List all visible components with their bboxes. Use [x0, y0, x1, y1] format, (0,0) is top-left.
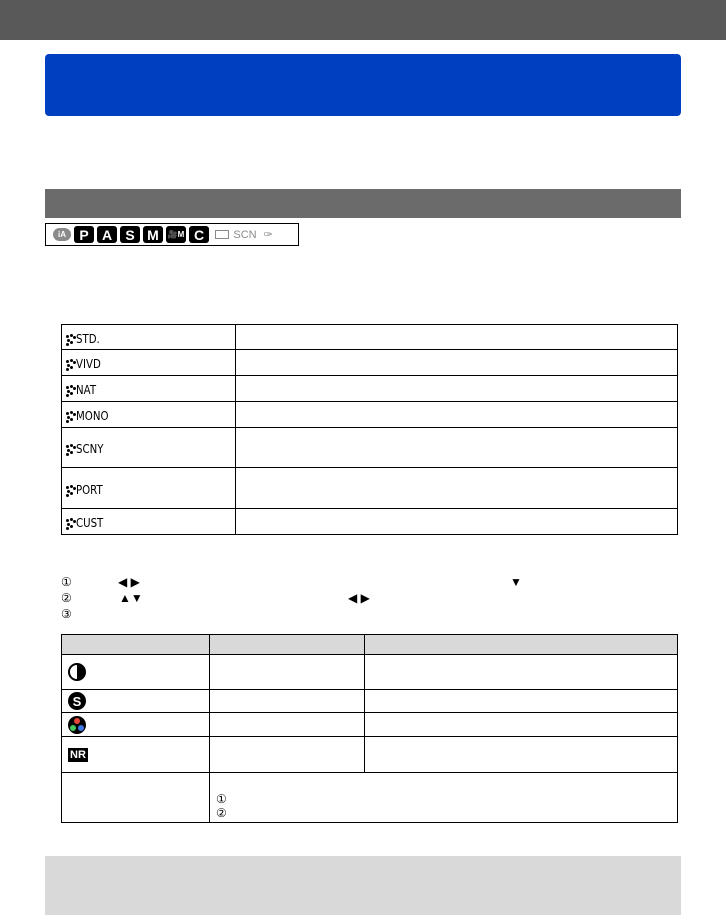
table-row [62, 402, 678, 428]
photo-style-table [61, 324, 678, 535]
title-banner [45, 54, 681, 116]
table-row [62, 468, 678, 509]
sparkle-icon [66, 359, 76, 371]
table-header-row [62, 635, 678, 655]
table-row [62, 509, 678, 535]
photo-style-portrait-icon: PORT [66, 477, 107, 497]
up-down-arrows-icon: ▲▼ [119, 591, 143, 605]
table-row [62, 325, 678, 350]
table-row [62, 737, 678, 773]
aperture-priority-mode-icon: A [97, 226, 117, 243]
panorama-mode-icon [215, 230, 229, 239]
contrast-icon [68, 663, 86, 681]
intelligent-auto-mode-icon: iA [53, 228, 71, 241]
note-box [45, 856, 681, 915]
left-right-arrows-icon: ◀ ▶ [348, 591, 370, 605]
creative-video-mode-icon: 🎥M [166, 226, 186, 243]
sparkle-icon [66, 334, 76, 346]
saturation-icon: S [68, 692, 86, 710]
noise-reduction-icon: NR [70, 748, 86, 761]
table-row [62, 713, 678, 737]
top-bar [0, 0, 726, 40]
table-row [62, 350, 678, 376]
table-row [62, 690, 678, 713]
table-row [62, 428, 678, 468]
left-right-arrows-icon: ◀ ▶ [118, 575, 140, 589]
color-tone-icon [68, 716, 86, 734]
manual-mode-icon: M [143, 226, 163, 243]
section-heading-bar [45, 189, 681, 218]
picture-adjustment-table [61, 634, 678, 823]
recording-mode-strip [45, 223, 299, 246]
photo-style-monochrome-icon: MONO [66, 403, 114, 423]
photo-style-natural-icon: NAT [66, 377, 100, 397]
table-row [62, 376, 678, 402]
table-row [62, 655, 678, 690]
photo-style-vivid-icon: VIVD [66, 351, 105, 371]
photo-style-scenery-icon: SCNY [66, 436, 108, 456]
sparkle-icon [66, 485, 76, 497]
sparkle-icon [66, 411, 76, 423]
program-mode-icon: P [74, 226, 94, 243]
custom-mode-icon: C [189, 226, 209, 243]
shutter-priority-mode-icon: S [120, 226, 140, 243]
table-row: ① ② [62, 773, 678, 823]
sparkle-icon [66, 444, 76, 456]
sparkle-icon [66, 385, 76, 397]
down-arrow-icon: ▼ [510, 575, 522, 589]
creative-control-mode-icon: ✑ [263, 229, 273, 241]
sparkle-icon [66, 518, 76, 530]
photo-style-custom-icon: CUST [66, 510, 108, 530]
scene-mode-icon: SCN [233, 228, 257, 241]
photo-style-standard-icon: STD. [66, 326, 104, 346]
